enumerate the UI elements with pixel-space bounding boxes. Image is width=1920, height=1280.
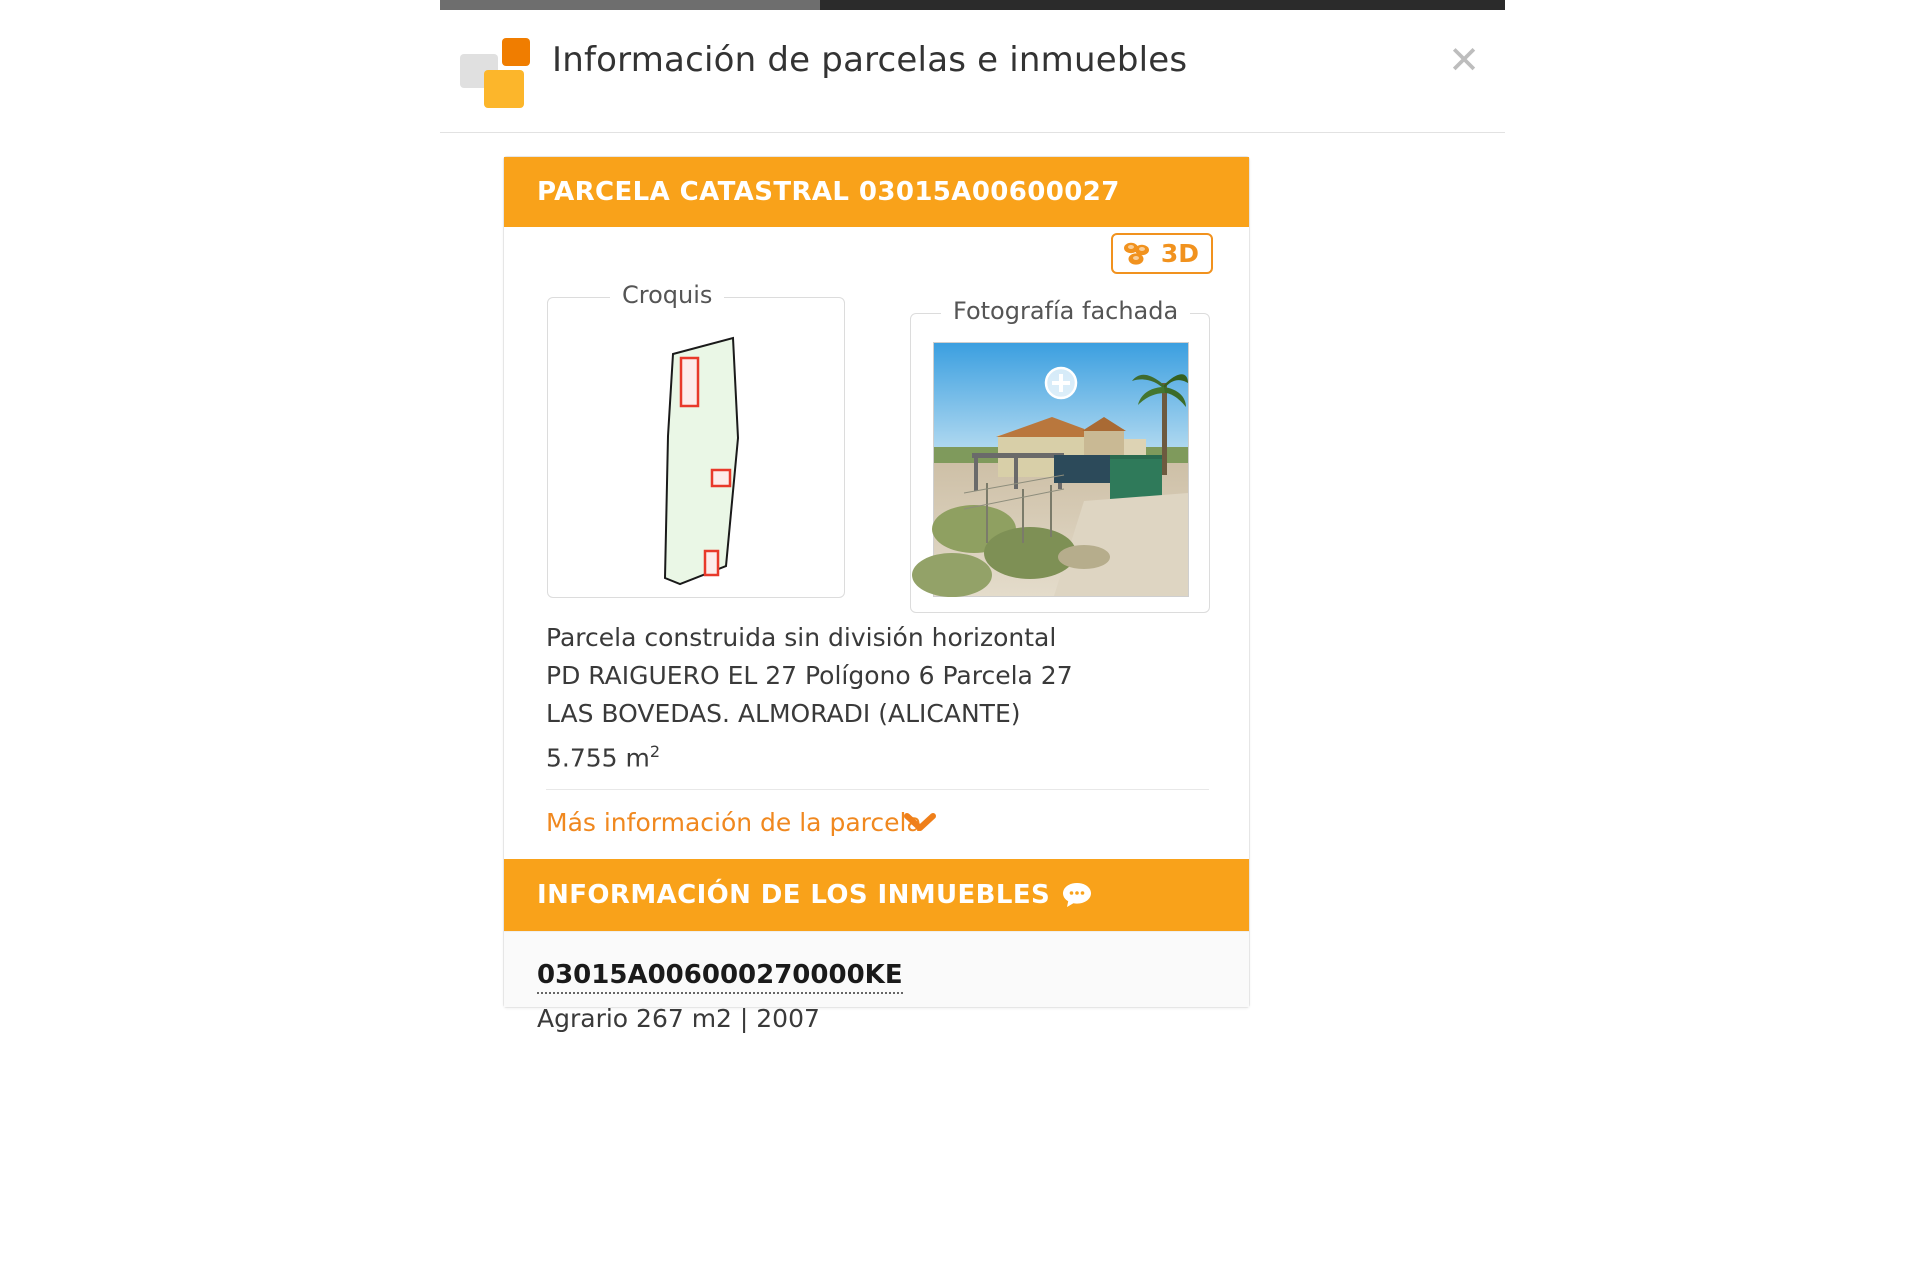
description-line-3: LAS BOVEDAS. ALMORADI (ALICANTE) — [546, 699, 1021, 728]
view-3d-button[interactable] — [1111, 233, 1213, 274]
croquis-drawing — [548, 316, 846, 596]
catastro-logo-icon — [460, 36, 540, 110]
view-3d-label: 3D — [1160, 239, 1199, 268]
facade-photo[interactable] — [933, 342, 1189, 597]
parcel-card — [503, 156, 1250, 1034]
parcel-area — [546, 733, 1249, 777]
croquis-legend: Croquis — [610, 281, 724, 309]
croquis-box[interactable] — [547, 281, 845, 598]
parcel-media-row — [504, 283, 1249, 613]
modal-header — [440, 10, 1505, 133]
properties-section-header — [504, 859, 1249, 931]
list-item[interactable] — [504, 931, 1249, 1034]
parcel-card-header: PARCELA CATASTRAL 03015A00600027 — [504, 157, 1249, 227]
chevron-down-icon[interactable] — [904, 812, 936, 832]
parcel-area-exponent: 2 — [649, 742, 661, 761]
facade-photo-box[interactable] — [910, 297, 1210, 613]
zoom-in-icon[interactable] — [1043, 365, 1079, 401]
parcel-area-value: 5.755 m — [546, 743, 650, 773]
parcel-info-modal — [440, 10, 1505, 1280]
parcel-card-toolbar — [504, 227, 1249, 281]
close-icon[interactable]: ✕ — [1448, 38, 1480, 82]
parcel-description — [504, 613, 1249, 777]
speech-bubble-icon[interactable] — [1062, 882, 1092, 908]
description-line-2: PD RAIGUERO EL 27 Polígono 6 Parcela 27 — [546, 661, 1073, 690]
properties-section-title: INFORMACIÓN DE LOS INMUEBLES — [537, 880, 1051, 911]
cube-icon — [1122, 240, 1152, 268]
description-line-1: Parcela construida sin división horizontal — [546, 623, 1057, 652]
facade-photo-legend: Fotografía fachada — [941, 297, 1190, 325]
background-page-strip-left — [440, 0, 820, 10]
property-detail: Agrario 267 m2 | 2007 — [537, 1004, 820, 1034]
page-title: Información de parcelas e inmuebles — [552, 40, 1188, 80]
more-parcel-info-label: Más información de la parcela — [546, 808, 922, 838]
cadastral-reference-link[interactable]: 03015A006000270000KE — [537, 960, 903, 994]
more-parcel-info-toggle[interactable] — [504, 790, 1249, 859]
